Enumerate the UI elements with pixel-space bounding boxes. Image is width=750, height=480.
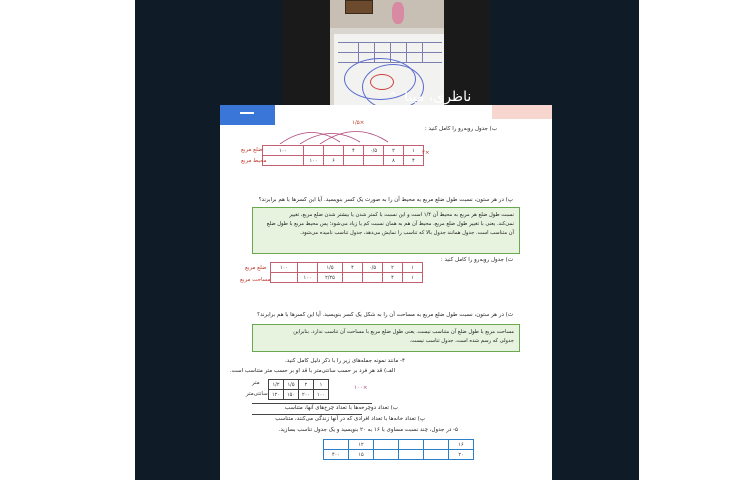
table1-arrow-label: ×۱/۵ xyxy=(352,120,365,126)
table4 xyxy=(323,439,474,460)
question-b: ب) جدول روبه‌رو را کامل کنید : xyxy=(424,126,497,132)
table-cell: ۸ xyxy=(384,156,404,166)
table-cell: ۱۰۰ xyxy=(298,273,318,283)
table-cell: ۱/۲ xyxy=(269,380,284,390)
answer-box-2 xyxy=(252,324,520,352)
table-cell: ۱۶ xyxy=(449,440,474,450)
table-cell: ۱۲۰ xyxy=(269,390,284,400)
table3 xyxy=(268,379,329,400)
table-cell: ۱۵۰ xyxy=(284,390,299,400)
table-cell xyxy=(374,450,399,460)
answer-line: نسبت طول ضلع هر مربع به محیط آن ۱/۴ است و این نسبت با کمتر شدن یا بیشتر شدن ضلع مربع، تغییر xyxy=(289,212,514,218)
answer-line: جدولی که رسم شده است، جدول تناسب نیست. xyxy=(409,338,514,344)
table1-side-mark: ×۴ xyxy=(422,150,430,156)
table1-label-side: ضلع مربع xyxy=(241,147,263,153)
table-cell: ۴ xyxy=(383,273,403,283)
table-cell: ۶ xyxy=(324,156,344,166)
question-p: پ) در هر ستون، نسبت طول ضلع مربع به محیط آن را به صورت یک کسر بنویسید. آیا این کسرها با هم برابرند؟ xyxy=(258,197,513,203)
table-cell xyxy=(324,440,349,450)
table-cell: ۱۰۰ xyxy=(271,263,298,273)
left-margin xyxy=(0,0,135,480)
table-cell: ۱ xyxy=(403,273,423,283)
table2-label-side: ضلع مربع xyxy=(245,265,267,271)
question-th: ث) در هر ستون، نسبت طول ضلع مربع به مساحت آن را به شکل یک کسر بنویسید. آیا این کسرها با هم برابرند؟ xyxy=(257,312,513,318)
table-cell: ۱/۵ xyxy=(318,263,343,273)
table-row xyxy=(271,263,423,273)
table-cell xyxy=(424,440,449,450)
table-cell: ۲/۲۵ xyxy=(318,273,343,283)
table-cell xyxy=(424,450,449,460)
table1-arrows xyxy=(270,122,400,144)
participant-name: ناظری، مینا xyxy=(404,89,472,105)
question-t: ت) جدول روبه‌رو را کامل کنید : xyxy=(440,257,513,263)
table-cell: ۱۰۰ xyxy=(314,390,329,400)
table2 xyxy=(270,262,423,283)
answer-line: آن متناسب است. جدول همانند جدول بالا که تناسب را نمایش می‌دهد، جدول تناسب نامیده می‌شود. xyxy=(300,230,514,236)
table-cell xyxy=(399,440,424,450)
table-cell: ۴ xyxy=(344,146,364,156)
page-tab-marker xyxy=(220,105,275,125)
table-cell xyxy=(364,156,384,166)
answer-line-rule xyxy=(252,403,372,404)
table3-label-cm: سانتی‌متر xyxy=(246,391,268,397)
question-4b: ب) تعداد دوچرخه‌ها با تعداد چرخ‌های آنها، متناسب xyxy=(284,405,398,411)
question-4a: الف) قد هر فرد بر حسب سانتی‌متر با قد او بر حسب متر متناسب است. xyxy=(229,368,395,374)
table-cell: ۱ xyxy=(403,263,423,273)
question-4c: پ) تعداد خانه‌ها با تعداد افرادی که در آنها زندگی می‌کنند، متناسب xyxy=(275,416,425,422)
answer-box-1 xyxy=(252,207,520,254)
table-cell xyxy=(344,156,364,166)
chevron-up-icon[interactable]: ^ xyxy=(388,90,399,104)
table2-label-area: مساحت مربع xyxy=(240,277,271,283)
answer-line: مساحت مربع با طول ضلع آن متناسب نیست. یعنی طول ضلع مربع با مساحت آن تناسب ندارد. بنابراین xyxy=(293,329,514,335)
right-margin xyxy=(639,0,750,480)
table-cell: ۲۰ xyxy=(449,450,474,460)
table-cell xyxy=(304,146,324,156)
table-cell: ۱۲ xyxy=(349,440,374,450)
table-cell: ۱/۵ xyxy=(284,380,299,390)
table-cell: ۴ xyxy=(404,156,424,166)
table-cell: ۴ xyxy=(343,263,363,273)
table-cell xyxy=(374,440,399,450)
flower-vase xyxy=(392,2,404,24)
table-cell: ۱۵ xyxy=(349,450,374,460)
answer-line: نمی‌کند. یعنی با تغییر طول ضلع مربع، محیط آن هم به همان نسبت کم یا زیاد می‌شود؛ پس محیط مربع با طول ضلع xyxy=(266,221,514,227)
table-cell: ۱ xyxy=(404,146,424,156)
table-row xyxy=(324,450,474,460)
table-cell: ۰/۵ xyxy=(364,146,384,156)
wall-picture xyxy=(345,0,373,14)
table-cell xyxy=(399,450,424,460)
table-cell xyxy=(271,273,298,283)
table-row xyxy=(269,380,329,390)
table-cell: ۴۰۰ xyxy=(324,450,349,460)
page-corner-marker xyxy=(492,105,552,119)
table-cell: ۲ xyxy=(299,380,314,390)
table-cell xyxy=(343,273,363,283)
table1-label-perimeter: محیط مربع xyxy=(241,158,267,164)
answer-line-rule xyxy=(252,414,362,415)
table-row xyxy=(269,390,329,400)
table-cell xyxy=(324,146,344,156)
table-cell: ۱ xyxy=(314,380,329,390)
table3-side-mark: ×۱۰۰ xyxy=(354,385,368,391)
table-row xyxy=(271,273,423,283)
table-row xyxy=(324,440,474,450)
table-cell: ۲۰۰ xyxy=(299,390,314,400)
table-cell: ۱۰۰ xyxy=(304,156,324,166)
table-cell xyxy=(298,263,318,273)
table-cell: ۲ xyxy=(383,263,403,273)
table-cell: ۲ xyxy=(384,146,404,156)
table1 xyxy=(262,145,424,166)
table-cell: ۰/۵ xyxy=(363,263,383,273)
table-row xyxy=(263,146,424,156)
table-row xyxy=(263,156,424,166)
table-cell xyxy=(363,273,383,283)
question-4: ۴- مانند نمونه جمله‌های زیر را با ذکر دلیل کامل کنید. xyxy=(284,358,405,364)
table3-label-m: متر xyxy=(252,380,260,386)
table-cell: ۱۰۰ xyxy=(263,146,304,156)
question-5: ۵- در جدول، چند نسبت مساوی با ۱۶ به ۲۰ بنویسید و یک جدول تناسب بسازید. xyxy=(278,427,458,433)
table-cell xyxy=(263,156,304,166)
